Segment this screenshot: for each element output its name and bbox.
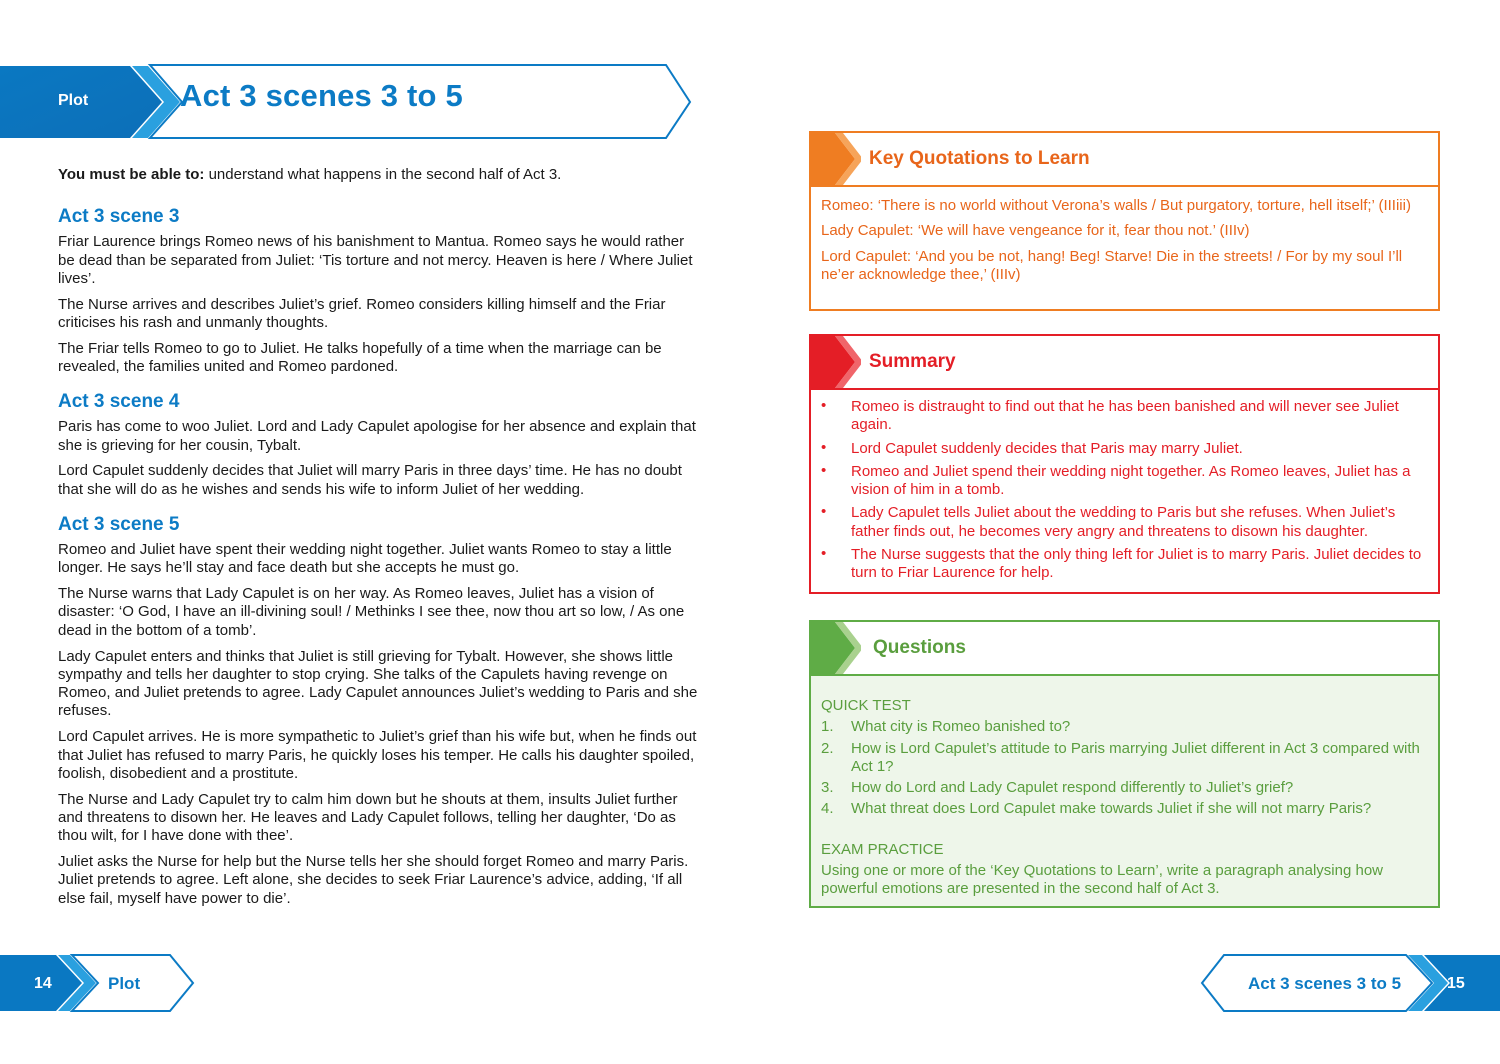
page-number: 15 xyxy=(1447,975,1465,992)
key-quotations-box xyxy=(809,131,1440,311)
summary-box xyxy=(809,334,1440,594)
quotation: Lady Capulet: ‘We will have vengeance for it, fear thou not.’ (IIIv) xyxy=(821,222,1250,240)
quotation: Lord Capulet: ‘And you be not, hang! Beg! Starve! Die in the streets! / For by my soul I’ll ne’er acknowledge thee,’ (IIIv) xyxy=(821,247,1403,283)
section-scene-5 xyxy=(58,513,698,908)
paragraph: Juliet asks the Nurse for help but the Nurse tells her she should forget Romeo and marry Paris. Juliet pretends to agree. Left alone, she decides to seek Friar Laurence’s advice, adding, ‘If all else fail, myself have power to die’. xyxy=(58,853,689,907)
section-scene-3 xyxy=(58,205,698,376)
question-item: 2. How is Lord Capulet’s attitude to Paris marrying Juliet different in Act 3 compared with Act 1? xyxy=(821,739,1420,775)
paragraph: Romeo and Juliet have spent their wedding night together. Juliet wants Romeo to stay a little longer. He says he’ll stay and face death but she accepts he must go. xyxy=(58,541,672,577)
paragraph: Friar Laurence brings Romeo news of his banishment to Mantua. Romeo says he would rather be dead than be separated from Juliet: ‘Tis torture and not mercy. Heaven is here / Where Juliet lives’. xyxy=(58,233,693,287)
section-heading: Act 3 scene 5 xyxy=(58,514,180,536)
paragraph: The Nurse warns that Lady Capulet is on her way. As Romeo leaves, Juliet has a vision of disaster: ‘O God, I have an ill-divining soul! / Methinks I see thee, now thou art so low, / As one dead in the bottom of a tomb’. xyxy=(58,585,685,639)
list-item: • Lady Capulet tells Juliet about the wedding to Paris but she refuses. When Juliet’s father finds out, he becomes very angry and threatens to disown his daughter. xyxy=(821,503,1396,540)
footer-left-tab xyxy=(0,953,200,1013)
questions-header xyxy=(811,622,1438,676)
paragraph: Lord Capulet arrives. He is more sympathetic to Juliet’s grief than his wife but, when he finds out that Juliet has refused to marry Paris, he quickly loses his temper. He calls his daughter spoiled, foolish, disobedient and a prostitute. xyxy=(58,728,697,782)
summary-title: Summary xyxy=(869,351,956,372)
quick-test-label: QUICK TEST xyxy=(821,697,911,714)
footer-section-label: Plot xyxy=(108,974,141,993)
list-item: • Romeo is distraught to find out that he has been banished and will never see Juliet again. xyxy=(821,397,1399,434)
footer-title-label: Act 3 scenes 3 to 5 xyxy=(1248,974,1402,993)
section-heading: Act 3 scene 3 xyxy=(58,206,180,228)
objective-label: You must be able to: xyxy=(58,166,205,183)
paragraph: Paris has come to woo Juliet. Lord and Lady Capulet apologise for her absence and explain that she is grieving for her cousin, Tybalt. xyxy=(58,418,696,454)
paragraph: The Friar tells Romeo to go to Juliet. He talks hopefully of a time when the marriage can be revealed, the families united and Romeo pardoned. xyxy=(58,339,662,376)
bullet-icon: • xyxy=(821,503,827,521)
main-content xyxy=(58,166,698,922)
paragraph: The Nurse and Lady Capulet try to calm him down but he shouts at them, insults Juliet further and threatens to disown her. He leaves and Lady Capulet follows, telling her daughter, ‘Do as thou wilt, for I have done with thee’. xyxy=(58,790,678,845)
list-item: • Romeo and Juliet spend their wedding night together. As Romeo leaves, Juliet has a vision of him in a tomb. xyxy=(821,461,1411,499)
bullet-icon: • xyxy=(821,461,827,479)
list-item: • The Nurse suggests that the only thing left for Juliet is to marry Paris. Juliet decides to turn to Friar Laurence for help. xyxy=(821,545,1422,582)
bullet-icon: • xyxy=(821,545,827,563)
question-item: 3. How do Lord and Lady Capulet respond differently to Juliet’s grief? xyxy=(821,779,1294,797)
summary-header xyxy=(811,336,1438,390)
page-title: Act 3 scenes 3 to 5 xyxy=(180,78,463,113)
objective-text: understand what happens in the second half of Act 3. xyxy=(204,166,562,183)
key-quotations-header xyxy=(811,133,1438,187)
chevron-icon xyxy=(811,622,861,674)
section-scene-4 xyxy=(58,390,698,499)
chevron-icon xyxy=(811,133,861,185)
bullet-icon: • xyxy=(821,397,827,414)
chevron-icon xyxy=(811,336,861,388)
question-item: 4. What threat does Lord Capulet make towards Juliet if she will not marry Paris? xyxy=(821,800,1372,818)
paragraph: Lord Capulet suddenly decides that Juliet will marry Paris in three days’ time. He has no doubt that she will do as he wishes and sends his wife to inform Juliet of her wedding. xyxy=(58,462,682,498)
paragraph: Lady Capulet enters and thinks that Juliet is still grieving for Tybalt. However, she shows little sympathy and tells her daughter to stop crying. She talks of the Capulets having revenge on Romeo, and Juliet pretends to agree. Lady Capulet announces Juliet’s wedding to Paris and she refuses. xyxy=(58,647,698,720)
paragraph: The Nurse arrives and describes Juliet’s grief. Romeo considers killing himself and the Friar criticises his rash and unmanly thoughts. xyxy=(58,295,666,331)
page-number: 14 xyxy=(34,975,52,992)
question-item: 1. What city is Romeo banished to? xyxy=(821,718,1071,736)
section-label: Plot xyxy=(58,92,89,109)
objective xyxy=(58,166,698,184)
quotation: Romeo: ‘There is no world without Verona’s walls / But purgatory, torture, hell itself;’ (IIIiii) xyxy=(821,197,1411,214)
questions-box xyxy=(809,620,1440,908)
section-heading: Act 3 scene 4 xyxy=(58,391,180,413)
questions-title: Questions xyxy=(873,637,966,658)
key-quotations-title: Key Quotations to Learn xyxy=(869,148,1090,169)
quick-test-list xyxy=(821,718,1428,818)
list-item: • Lord Capulet suddenly decides that Paris may marry Juliet. xyxy=(821,438,1243,457)
summary-list xyxy=(821,398,1428,583)
exam-practice-text: Using one or more of the ‘Key Quotations to Learn’, write a paragraph analysing how powerful emotions are presented in the second half of Act 3. xyxy=(821,862,1383,898)
exam-practice-label: EXAM PRACTICE xyxy=(821,840,944,858)
bullet-icon: • xyxy=(821,438,827,456)
